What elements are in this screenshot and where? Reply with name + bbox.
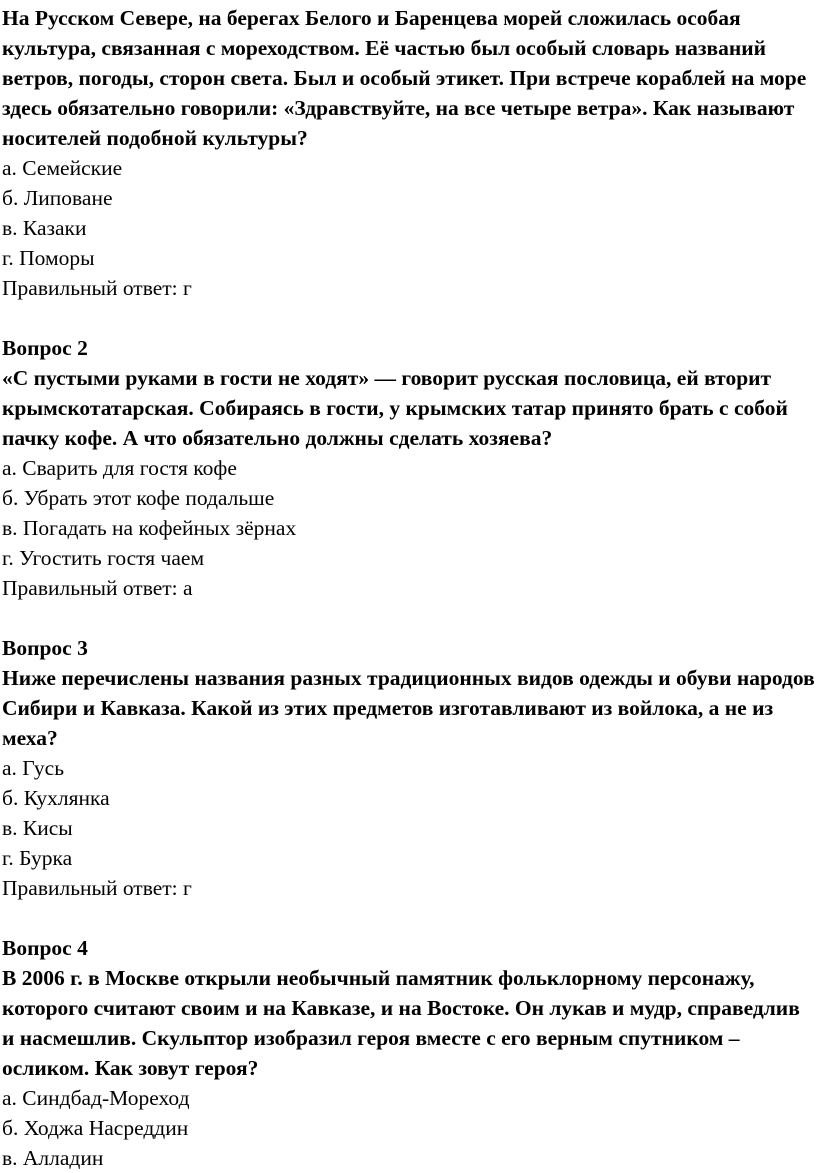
answer-option-b: б. Кухлянка: [2, 786, 110, 810]
answer-option-c: в. Кисы: [2, 816, 73, 840]
answer-option-d: г. Поморы: [2, 246, 95, 270]
question-text: В 2006 г. в Москве открыли необычный памятник фольклорному персонажу, которого считают своим и на Кавказе, и на Востоке. Он лукав и мудр, справедлив и насмешлив. Скульптор изобразил героя вместе с его верным спутником – осликом. Как зовут героя?: [2, 966, 800, 1080]
correct-answer: Правильный ответ: г: [2, 276, 192, 300]
answer-option-a: а. Сварить для гостя кофе: [2, 456, 237, 480]
question-block-3: [2, 633, 816, 903]
question-block-1: [2, 3, 816, 303]
answer-option-b: б. Убрать этот кофе подальше: [2, 486, 275, 510]
question-heading: Вопрос 3: [2, 636, 88, 660]
correct-answer: Правильный ответ: г: [2, 876, 192, 900]
answer-option-c: в. Погадать на кофейных зёрнах: [2, 516, 297, 540]
question-block-4: [2, 933, 816, 1173]
question-heading: Вопрос 4: [2, 936, 88, 960]
answer-option-a: а. Гусь: [2, 756, 65, 780]
question-heading: Вопрос 2: [2, 336, 88, 360]
answer-option-d: г. Угостить гостя чаем: [2, 546, 205, 570]
answer-option-d: г. Бурка: [2, 846, 73, 870]
question-text: «С пустыми руками в гости не ходят» — говорит русская пословица, ей вторит крымскотатарская. Собираясь в гости, у крымских татар принято брать с собой пачку кофе. А что обязательно должны сделать хозяева?: [2, 366, 788, 450]
answer-option-c: в. Алладин: [2, 1146, 104, 1170]
question-text: На Русском Севере, на берегах Белого и Баренцева морей сложилась особая культура, связанная с мореходством. Её частью был особый словарь названий ветров, погоды, сторон света. Был и особый этикет. При встрече кораблей на море здесь обязательно говорили: «Здравствуйте, на все четыре ветра». Как называют носителей подобной культуры?: [2, 6, 807, 150]
question-block-2: [2, 333, 816, 603]
answer-option-b: б. Липоване: [2, 186, 113, 210]
correct-answer: Правильный ответ: а: [2, 576, 193, 600]
answer-option-a: а. Семейские: [2, 156, 123, 180]
question-text: Ниже перечислены названия разных традиционных видов одежды и обуви народов Сибири и Кавказа. Какой из этих предметов изготавливают из войлока, а не из меха?: [2, 666, 815, 750]
answer-option-a: а. Синдбад-Мореход: [2, 1086, 190, 1110]
answer-option-b: б. Ходжа Насреддин: [2, 1116, 189, 1140]
answer-option-c: в. Казаки: [2, 216, 87, 240]
